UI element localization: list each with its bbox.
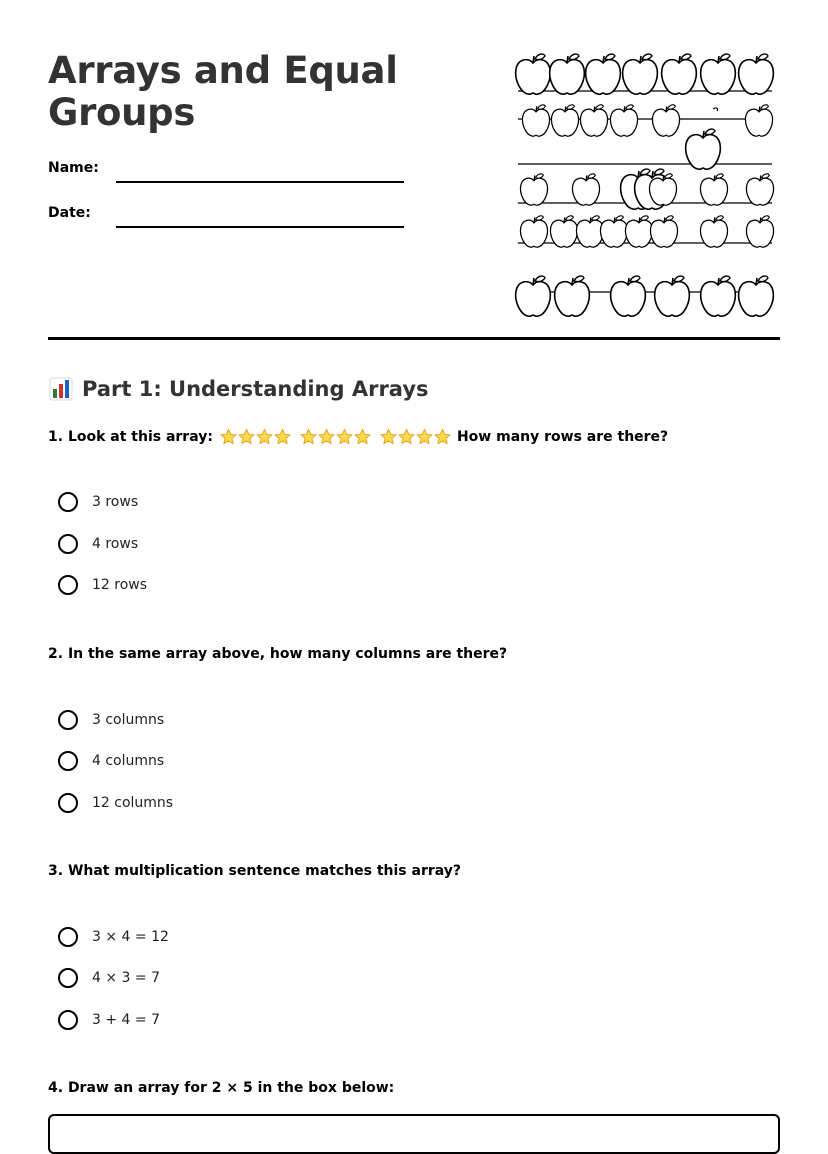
- option-label: 4 rows: [92, 536, 139, 552]
- question-text: In the same array above, how many columns are there?: [67, 646, 508, 662]
- radio-button[interactable]: [58, 793, 78, 813]
- question-text: Look at this array:: [67, 429, 213, 445]
- header-divider: [48, 337, 780, 340]
- answer-option[interactable]: [58, 575, 147, 595]
- answer-option[interactable]: [58, 492, 138, 512]
- question-number: 4.: [48, 1080, 64, 1096]
- question-2: [48, 646, 507, 662]
- question-text: What multiplication sentence matches this array?: [67, 863, 462, 879]
- radio-button[interactable]: [58, 1010, 78, 1030]
- star-icon: [273, 428, 292, 446]
- radio-button[interactable]: [58, 534, 78, 554]
- option-label: 12 rows: [92, 577, 148, 593]
- name-label: Name:: [48, 160, 99, 176]
- question-3: [48, 863, 461, 879]
- star-icon: [219, 428, 238, 446]
- radio-button[interactable]: [58, 751, 78, 771]
- answer-option[interactable]: [58, 534, 138, 554]
- question-text: Draw an array for 2 × 5 in the box below:: [67, 1080, 395, 1096]
- star-icon: [433, 428, 452, 446]
- question-text: How many rows are there?: [456, 429, 669, 445]
- radio-button[interactable]: [58, 968, 78, 988]
- radio-button[interactable]: [58, 575, 78, 595]
- star-icon: [317, 428, 336, 446]
- radio-button[interactable]: [58, 492, 78, 512]
- drawing-box[interactable]: [48, 1114, 780, 1154]
- answer-option[interactable]: [58, 710, 164, 730]
- bar-chart-icon: [48, 376, 74, 402]
- star-icon: [415, 428, 434, 446]
- star-icon: [255, 428, 274, 446]
- radio-button[interactable]: [58, 710, 78, 730]
- star-icon: [299, 428, 318, 446]
- part1-heading: [48, 376, 429, 402]
- date-label: Date:: [48, 205, 91, 221]
- answer-option[interactable]: [58, 927, 169, 947]
- question-number: 1.: [48, 429, 64, 445]
- question-1: [48, 428, 668, 446]
- answer-option[interactable]: [58, 751, 164, 771]
- answer-option[interactable]: [58, 968, 160, 988]
- star-icon: [353, 428, 372, 446]
- option-label: 4 columns: [92, 753, 165, 769]
- option-label: 3 rows: [92, 494, 139, 510]
- option-label: 3 + 4 = 7: [92, 1012, 160, 1028]
- radio-button[interactable]: [58, 927, 78, 947]
- part1-title: Part 1: Understanding Arrays: [82, 377, 429, 401]
- star-icon: [397, 428, 416, 446]
- star-array: [219, 428, 451, 446]
- star-icon: [237, 428, 256, 446]
- question-number: 3.: [48, 863, 64, 879]
- answer-option[interactable]: [58, 1010, 160, 1030]
- option-label: 4 × 3 = 7: [92, 970, 160, 986]
- worksheet-title: Arrays and Equal Groups: [48, 49, 398, 134]
- date-line[interactable]: [116, 226, 404, 228]
- option-label: 3 × 4 = 12: [92, 929, 169, 945]
- option-label: 12 columns: [92, 795, 174, 811]
- star-icon: [379, 428, 398, 446]
- name-line[interactable]: [116, 181, 404, 183]
- answer-option[interactable]: [58, 793, 173, 813]
- star-icon: [335, 428, 354, 446]
- question-number: 2.: [48, 646, 64, 662]
- option-label: 3 columns: [92, 712, 165, 728]
- apple-array-image: [510, 46, 782, 328]
- question-4: [48, 1080, 394, 1096]
